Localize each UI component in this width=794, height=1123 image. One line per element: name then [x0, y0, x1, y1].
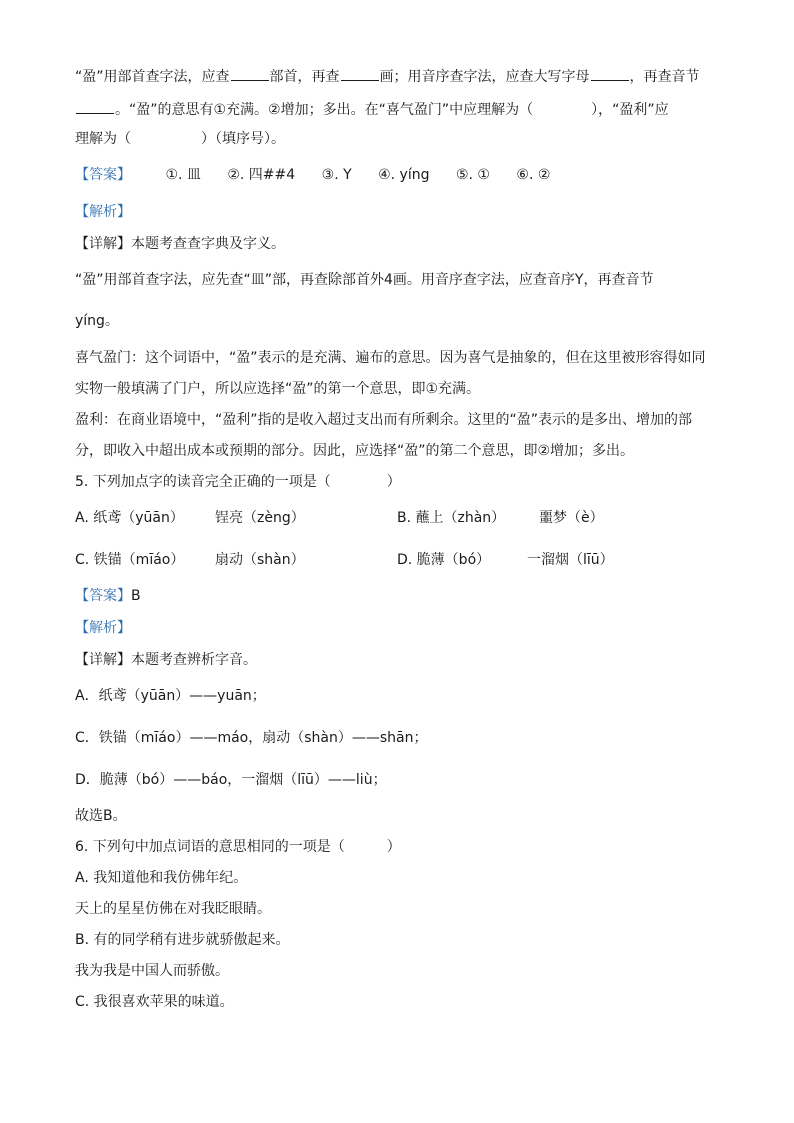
q5-detail-line — [75, 650, 257, 670]
q4-line-3: 理解为（ ）（填序号）。 — [75, 131, 285, 147]
q5-option-a2: 锃亮（zèng） — [215, 510, 305, 526]
q5-detail-intro: 本题考查辨析字音。 — [131, 652, 257, 668]
q5-explain-d: D．脆薄（bó）——báo，一溜烟（līū）——liù； — [75, 772, 387, 788]
q6-option-b: B. 有的同学稍有进步就骄傲起来。 — [75, 932, 290, 948]
answer-item-2: ②. 四##4 — [227, 167, 296, 183]
q5-option-d1: D. 脆薄（bó） — [397, 552, 491, 568]
q4-paragraph-2b: 实物一般填满了门户，所以应选择“盈”的第一个意思，即①充满。 — [75, 381, 481, 397]
q6-option-a-sentence-2: 天上的星星仿佛在对我眨眼睛。 — [75, 901, 271, 917]
q4-line-1 — [75, 66, 700, 87]
q5-option-b2: 噩梦（è） — [539, 510, 604, 526]
answer-item-6: ⑥. ② — [516, 167, 551, 183]
q4-paragraph-1b: yíng。 — [75, 313, 119, 329]
q6-stem: 6. 下列句中加点词语的意思相同的一项是（ ） — [75, 839, 401, 855]
q5-analysis-tag: 【解析】 — [75, 620, 131, 636]
q4-paragraph-3a: 盈利：在商业语境中，“盈利”指的是收入超过支出而有所剩余。这里的“盈”表示的是多出、增加的部 — [75, 412, 693, 428]
q5-option-a1: A. 纸鸢（yūān） — [75, 510, 184, 526]
q4-paragraph-3b: 分，即收入中超出成本或预期的部分。因此，应选择“盈”的第二个意思，即②增加；多出。 — [75, 443, 635, 459]
blank-letter — [591, 66, 629, 81]
q5-conclusion: 故选B。 — [75, 808, 127, 824]
detail-tag: 【详解】 — [75, 236, 131, 252]
q5-options-row-2 — [75, 550, 614, 570]
q6-option-b-sentence-2: 我为我是中国人而骄傲。 — [75, 963, 229, 979]
answer-item-4: ④. yíng — [378, 167, 430, 183]
q6-option-a: A. 我知道他和我仿佛年纪。 — [75, 870, 248, 886]
q5-explain-c: C．铁锚（mīáo）——máo，扇动（shàn）——shān； — [75, 730, 428, 746]
q5-explain-a: A．纸鸢（yūān）——yuān； — [75, 688, 266, 704]
q5-answer-tag: 【答案】 — [75, 588, 131, 604]
q6-option-c: C. 我很喜欢苹果的味道。 — [75, 994, 234, 1010]
q4-line1-text-d: ，再查音节 — [629, 69, 700, 85]
q5-option-c2: 扇动（shàn） — [215, 552, 305, 568]
q5-options-row-1 — [75, 508, 604, 528]
q4-line1-text-a: “盈”用部首查字法，应查 — [75, 69, 230, 85]
q4-line-2 — [75, 99, 669, 120]
q5-stem: 5. 下列加点字的读音完全正确的一项是（ ） — [75, 474, 401, 490]
q4-line1-text-b: 部首，再查 — [269, 69, 340, 85]
q4-line2-text-b: ），“盈利”应 — [591, 102, 669, 118]
q5-option-d2: 一溜烟（līū） — [527, 552, 614, 568]
q5-answer: B — [131, 588, 141, 604]
q4-line2-text-a: 。“盈”的意思有①充满。②增加；多出。在“喜气盈门”中应理解为（ — [115, 102, 534, 118]
answer-tag: 【答案】 — [75, 167, 131, 183]
q5-option-c1: C. 铁锚（mīáo） — [75, 552, 185, 568]
q4-paragraph-1: “盈”用部首查字法，应先查“皿”部，再查除部首外4画。用音序查字法，应查音序Y，再查音节 — [75, 272, 654, 288]
q4-detail-line — [75, 234, 285, 254]
q5-answer-line — [75, 586, 141, 606]
detail-intro: 本题考查查字典及字义。 — [131, 236, 285, 252]
q4-answer-line — [75, 165, 550, 185]
answer-item-3: ③. Y — [321, 167, 352, 183]
blank-strokes — [341, 66, 379, 81]
answer-item-1: ①. 皿 — [165, 167, 201, 183]
q5-option-b1: B. 蘸上（zhàn） — [397, 510, 506, 526]
analysis-tag: 【解析】 — [75, 204, 131, 220]
q4-paragraph-2a: 喜气盈门：这个词语中，“盈”表示的是充满、遍布的意思。因为喜气是抽象的，但在这里被形容得如同 — [75, 350, 706, 366]
blank-radical — [231, 66, 269, 81]
blank-syllable — [76, 99, 114, 114]
q5-detail-tag: 【详解】 — [75, 652, 131, 668]
answer-item-5: ⑤. ① — [455, 167, 490, 183]
q4-line1-text-c: 画；用音序查字法，应查大写字母 — [379, 69, 590, 85]
